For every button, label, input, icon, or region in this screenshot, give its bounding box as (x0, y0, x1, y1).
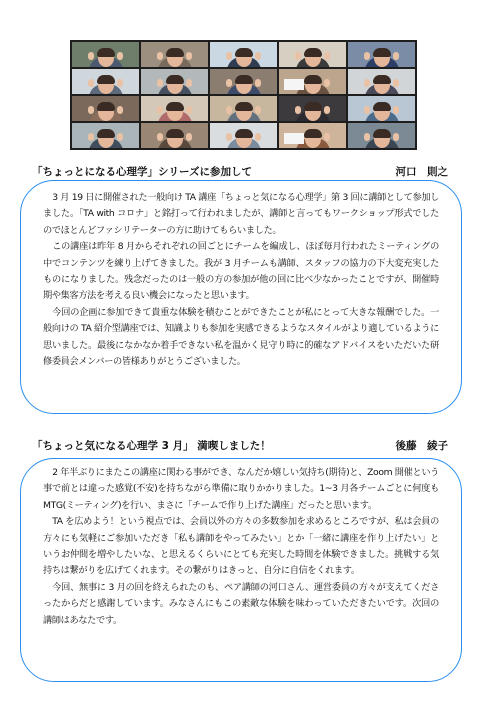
section2-author: 後藤 綾子 (395, 440, 448, 452)
waving-hand-icon (157, 79, 163, 87)
section2-heading (28, 437, 458, 455)
section1-text-bubble (20, 180, 462, 414)
participant-hair (304, 75, 322, 84)
participant-hair (97, 48, 115, 57)
waving-hand-icon (364, 106, 370, 114)
waving-hand-icon (324, 106, 330, 114)
participant-hair (166, 75, 184, 84)
waving-hand-icon (393, 52, 399, 60)
section1-paragraph: 今回の企画に参加できて貴重な体験を積むことができたことが私にとって大きな報酬でした。一般向けの TA 紹介型講座では、知識よりも参加を実感できるようなスタイルがより適しているように思いました。最後になかなか着手できない私を温かく見守り時に的確なアドバイスをいただいた研修委員会メンバーの皆様ありがとうございました。 (43, 306, 439, 368)
participant-hair (373, 48, 391, 57)
section2-paragraph: 今回、無事に 3 月の回を終えられたのも、ペア講師の河口さん、運営委員の方々が支えてくださったからだと感謝しています。みなさんにもこの素敵な体験を味わっていただきたいです。次回の講師はあなたです。 (43, 581, 439, 626)
section2-paragraph: 2 年半ぶりにまたこの講座に関わる事ができ、なんだか嬉しい気持ち(期待)と、Zoom 開催という事で前とは違った感覚(不安)を持ちながら準備に取りかかりました。1~3 月各チームごとに何度も MTG(ミーティング)を行い、まさに「チームで作り上げた講座」だったと思います。 (43, 467, 439, 511)
video-tile (348, 96, 415, 121)
waving-hand-icon (393, 79, 399, 87)
waving-hand-icon (117, 106, 123, 114)
waving-hand-icon (186, 106, 192, 114)
waving-hand-icon (226, 106, 232, 114)
participant-hair (166, 48, 184, 57)
video-tile (141, 96, 208, 121)
waving-hand-icon (186, 52, 192, 60)
video-tile (72, 96, 139, 121)
waving-hand-icon (255, 79, 261, 87)
waving-hand-icon (157, 106, 163, 114)
waving-hand-icon (295, 106, 301, 114)
participant-hair (304, 102, 322, 111)
participant-hair (235, 102, 253, 111)
waving-hand-icon (255, 52, 261, 60)
waving-hand-icon (117, 133, 123, 141)
participant-hair (373, 102, 391, 111)
waving-hand-icon (157, 52, 163, 60)
participant-hair (373, 75, 391, 84)
waving-hand-icon (295, 52, 301, 60)
video-tile (348, 42, 415, 67)
participant-hair (166, 102, 184, 111)
section1-author: 河口 則之 (395, 166, 448, 178)
participant-hair (235, 129, 253, 138)
participant-hair (97, 102, 115, 111)
participant-hair (235, 75, 253, 84)
video-tile (210, 69, 277, 94)
waving-hand-icon (364, 133, 370, 141)
waving-hand-icon (157, 133, 163, 141)
section1-title: 「ちょっとになる心理学」シリーズに参加して (32, 166, 252, 178)
waving-hand-icon (324, 133, 330, 141)
participant-hair (97, 75, 115, 84)
section1-paragraph: 3 月 19 日に開催された一般向け TA 講座「ちょっと気になる心理学」第 3 回に講師として参加しました。「TA with コロナ」と銘打って行われましたが、講師と言ってもワークショップ形式でしたのでほとんどファシリテーターの方に助けてもらいました。 (43, 192, 439, 236)
video-tile (210, 123, 277, 148)
waving-hand-icon (186, 133, 192, 141)
video-tile (72, 123, 139, 148)
video-tile (279, 42, 346, 67)
waving-hand-icon (364, 52, 370, 60)
video-tile (141, 123, 208, 148)
waving-hand-icon (255, 106, 261, 114)
video-tile (72, 42, 139, 67)
participant-hair (166, 129, 184, 138)
waving-hand-icon (226, 133, 232, 141)
waving-hand-icon (393, 106, 399, 114)
participant-hair (304, 48, 322, 57)
participant-hair (304, 129, 322, 138)
section1-paragraph: この講座は昨年 8 月からそれぞれの回ごとにチームを編成し、ほぼ毎月行われたミーティングの中でコンテンツを練り上げてきました。我が 3 月チームも講師、スタッフの協力の下大変充実したものになりました。残念だったのは一般の方の参加が他の回に比べ少なかったことですが、開催時期や集客方法を考える良い機会になったと思います。 (43, 241, 439, 302)
waving-hand-icon (393, 133, 399, 141)
video-tile (72, 69, 139, 94)
video-tile (141, 69, 208, 94)
video-tile (279, 96, 346, 121)
video-tile (348, 123, 415, 148)
video-tile (348, 69, 415, 94)
section2-paragraph: TA を広めよう！という視点では、会員以外の方々の多数参加を求めるところですが、私は会員の方々にも気軽にご参加いただき「私も講師をやってみたい」とか「一緒に講座を作り上げたい」というお仲間を増やしたいな、と思えるくらいにとても充実した時間を体験できました。挑戦する気持ちは繋がりを広げてくれます。その繋がりはきっと、自分に自信をくれます。 (43, 516, 439, 577)
participant-hair (97, 129, 115, 138)
section2-text-bubble (20, 458, 462, 682)
waving-hand-icon (117, 52, 123, 60)
waving-hand-icon (255, 133, 261, 141)
waving-hand-icon (186, 79, 192, 87)
held-sign (284, 79, 304, 90)
waving-hand-icon (117, 79, 123, 87)
waving-hand-icon (324, 52, 330, 60)
waving-hand-icon (88, 79, 94, 87)
video-tile (279, 69, 346, 94)
video-tile (210, 96, 277, 121)
video-tile (141, 42, 208, 67)
section2-title: 「ちょっと気になる心理学 3 月」 満喫しました！ (32, 440, 271, 452)
waving-hand-icon (88, 133, 94, 141)
waving-hand-icon (226, 79, 232, 87)
zoom-screenshot-photo (70, 40, 417, 150)
section1-heading (28, 163, 458, 181)
waving-hand-icon (364, 79, 370, 87)
held-sign (284, 133, 304, 144)
participant-hair (235, 48, 253, 57)
waving-hand-icon (226, 52, 232, 60)
waving-hand-icon (88, 52, 94, 60)
waving-hand-icon (324, 79, 330, 87)
waving-hand-icon (88, 106, 94, 114)
video-tile (279, 123, 346, 148)
video-tile (210, 42, 277, 67)
participant-hair (373, 129, 391, 138)
